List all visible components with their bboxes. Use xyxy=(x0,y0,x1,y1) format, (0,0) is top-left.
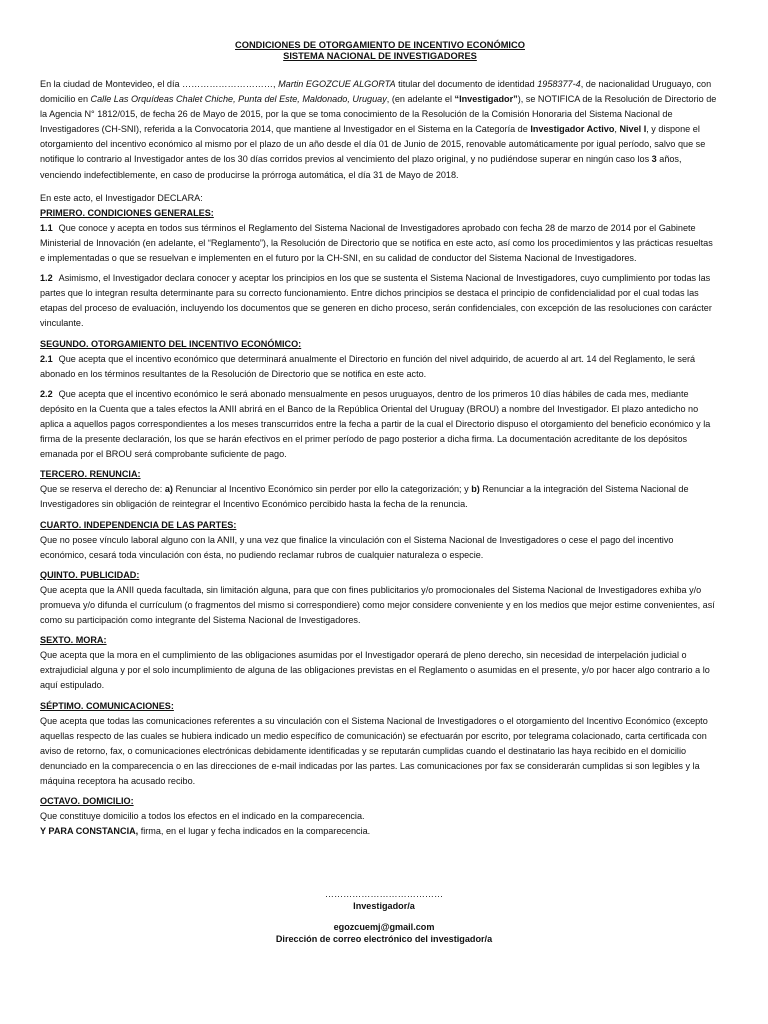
tercero-text-2: Renunciar al Incentivo Económico sin perder por ello la categorización; y xyxy=(172,484,472,495)
category: Investigador Activo xyxy=(530,124,615,135)
option-a-label: a) xyxy=(164,484,173,495)
octavo-text: Que constituye domicilio a todos los efectos en el indicado en la comparecencia. xyxy=(40,811,365,822)
clause-1-2 xyxy=(40,271,720,331)
clause-number: 1.2 xyxy=(40,273,53,284)
section-heading-segundo: SEGUNDO. OTORGAMIENTO DEL INCENTIVO ECONÓMICO: xyxy=(40,338,302,349)
title-line-2: SISTEMA NACIONAL DE INVESTIGADORES xyxy=(283,51,477,61)
option-b-label: b) xyxy=(471,484,480,495)
clause-1-1 xyxy=(40,221,720,266)
investigator-address: Calle Las Orquídeas Chalet Chiche, Punta del Este, Maldonado, Uruguay xyxy=(90,94,387,105)
clause-text: Que acepta que el incentivo económico le será abonado mensualmente en pesos uruguayos, dentro de los primeros 10 días hábiles de cada mes, mediante depósito en la Cuenta que a tales efectos la ANII abrirá en el Banco de la República Oriental del Uruguay (BROU) a nombre del Investigador. El plazo antedicho no aplica a aquellos pagos correspondientes a los meses transcurridos entre la fecha a partir de la cual el Directorio dispuso el otorgamiento del beneficio económico y la firma de la presente declaración, los que se harán efectivos en el primer período de pago posterior a dicha firma. La documentación acreditante de los depósitos emanada por el BROU será comprobante suficiente de pago. xyxy=(40,388,711,460)
clause-number: 1.1 xyxy=(40,222,53,233)
intro-text-8: años, venciendo indefectiblemente, en caso de producirse la prórroga automática, el día 31 de Mayo de 2018. xyxy=(40,154,682,180)
intro-text-6: , xyxy=(614,124,620,135)
section-heading-octavo: OCTAVO. DOMICILIO: xyxy=(40,796,134,807)
closing-line xyxy=(40,824,720,839)
document-title xyxy=(40,40,720,62)
document-body xyxy=(40,40,720,839)
signature-label: Investigador/a xyxy=(353,901,415,911)
clause-text: Que acepta que el incentivo económico que determinará anualmente el Directorio en función del nivel adquirido, de acuerdo al art. 14 del Reglamento, le será abonado en los términos resultantes de la Resolución de Directorio que se notifica en este acto. xyxy=(40,353,696,379)
intro-text-7: , y dispone el otorgamiento del incentivo económico al mismo por el plazo de un año desde el día 01 de Junio de 2015, renovable automáticamente por igual período, salvo que se notifique lo contrario al Investigador antes de los 30 días corridos previos al vencimiento del plazo original, y no pudiéndose superar en ningún caso los xyxy=(40,124,706,165)
clause-text: Que conoce y acepta en todos sus términos el Reglamento del Sistema Nacional de Investigadores aprobado con fecha 28 de marzo de 2014 por el Gabinete Ministerial de Innovación (en adelante, el “Reglamento”), la Resolución de Directorio que se notifica en este acto, así como los procedimientos y las prácticas resueltas e implementadas o que se resuelvan e implementen en el futuro por la CH-SNI, en su calidad de conductor del Sistema Nacional de Investigadores. xyxy=(40,222,713,264)
signature-line: ………………………………… xyxy=(324,889,444,899)
intro-text-2: titular del documento de identidad xyxy=(395,79,538,89)
section-heading-tercero: TERCERO. RENUNCIA: xyxy=(40,469,141,480)
email-label: Dirección de correo electrónico del investigador/a xyxy=(275,934,493,944)
clause-text: Asimismo, el Investigador declara conocer y aceptar los principios en los que se sustenta el Sistema Nacional de Investigadores, cuyo cumplimiento por todas las partes que lo integran resulta determinante para su correcto funcionamiento. Entre dichos principios se destaca el principio de confidencialidad por el cual todas las etapas del proceso de evaluación, incluyendo los documentos que se generen en dicho proceso, serán confidenciales, con excepción de las resoluciones con carácter vinculante. xyxy=(40,273,712,329)
tercero-text-3: Renunciar a la integración del Sistema Nacional de Investigadores sin obligación de reintegrar el Incentivo Económico percibido hasta la fecha de la renuncia. xyxy=(40,484,689,510)
level: Nivel I xyxy=(619,124,647,135)
clause-2-2 xyxy=(40,387,720,462)
intro-paragraph xyxy=(40,77,720,183)
section-heading-septimo: SÉPTIMO. COMUNICACIONES: xyxy=(40,700,174,711)
signature-block xyxy=(0,888,768,945)
quinto-text: Que acepta que la ANII queda facultada, sin limitación alguna, para que con fines publicitarios y/o promocionales del Sistema Nacional de Investigadores exhiba y/o promueva y/o difunda el currículum (o fragmentos del mismo si correspondiere) como mejor considere conveniente y en los medios que mejor estime convenientes, así como su participación como integrante del Sistema Nacional de Investigadores. xyxy=(40,584,715,626)
max-years: 3 xyxy=(651,154,657,165)
section-heading-cuarto: CUARTO. INDEPENDENCIA DE LAS PARTES: xyxy=(40,519,237,530)
intro-text-1: En la ciudad de Montevideo, el día …………………………, xyxy=(40,79,279,89)
clause-number: 2.1 xyxy=(40,353,53,364)
section-heading-sexto: SEXTO. MORA: xyxy=(40,635,107,646)
investigator-name: Martin EGOZCUE ALGORTA xyxy=(278,79,396,89)
closing-text: firma, en el lugar y fecha indicados en la comparecencia. xyxy=(138,826,371,837)
closing-bold: Y PARA CONSTANCIA, xyxy=(40,826,139,837)
intro-text-3: , de nacionalidad Uruguayo, con domicilio en xyxy=(40,79,712,105)
cuarto-text: Que no posee vínculo laboral alguno con la ANII, y una vez que finalice la vinculación con el Sistema Nacional de Investigadores o cese el pago del incentivo económico, cesará toda vinculación con ésta, no pudiendo reclamar rubros de cualquier naturaleza o especie. xyxy=(40,534,674,560)
septimo-text: Que acepta que todas las comunicaciones referentes a su vinculación con el Sistema Nacional de Investigadores o el otorgamiento del Incentivo Económico (excepto aquellas respecto de las cuales se hubiera indicado un medio específico de comunicación) se efectuarán por escrito, por telegrama colacionado, carta certificada con aviso de retorno, fax, o comunicaciones electrónicas debidamente identificadas y se reputarán cumplidas cuando el destinatario las haya recibido en el domicilio denunciado en la comparecencia o en las direcciones de e-mail indicadas por las partes. Las comunicaciones por fax se considerarán cumplidas si son legibles y la máquina receptora ha acusado recibo. xyxy=(40,715,708,787)
clause-2-1 xyxy=(40,352,720,382)
intro-text-4: , (en adelante el xyxy=(386,94,455,105)
clause-number: 2.2 xyxy=(40,388,53,399)
investigador-label: “Investigador” xyxy=(454,94,518,105)
intro-text-5: ), se NOTIFICA de la Resolución de Directorio de la Agencia N° 1812/015, de fecha 26 de Mayo de 2015, por la que se toma conocimiento de la Resolución de la Comisión Honoraria del Sistema Nacional de Investigadores (CH-SNI), referida a la Convocatoria 2014, que mantiene al Investigador en el Sistema en la Categoría de xyxy=(40,94,717,135)
sexto-text: Que acepta que la mora en el cumplimiento de las obligaciones asumidas por el Investigador operará de pleno derecho, sin necesidad de interpelación judicial o extrajudicial alguna y por el solo incumplimiento de alguna de las obligaciones previstas en el Reglamento o asumidas en el presente, y/o por hacer algo contrario a lo aquí estipulado. xyxy=(40,650,710,691)
declara-line: En este acto, el Investigador DECLARA: xyxy=(40,192,203,203)
document-id: 1958377-4 xyxy=(537,79,581,89)
tercero-text-1: Que se reserva el derecho de: xyxy=(40,484,165,495)
tercero-text xyxy=(40,482,720,512)
title-line-1: CONDICIONES DE OTORGAMIENTO DE INCENTIVO ECONÓMICO xyxy=(235,40,525,50)
section-heading-primero: PRIMERO. CONDICIONES GENERALES: xyxy=(40,207,214,218)
investigator-email: egozcuemj@gmail.com xyxy=(333,922,435,932)
section-heading-quinto: QUINTO. PUBLICIDAD: xyxy=(40,569,140,580)
